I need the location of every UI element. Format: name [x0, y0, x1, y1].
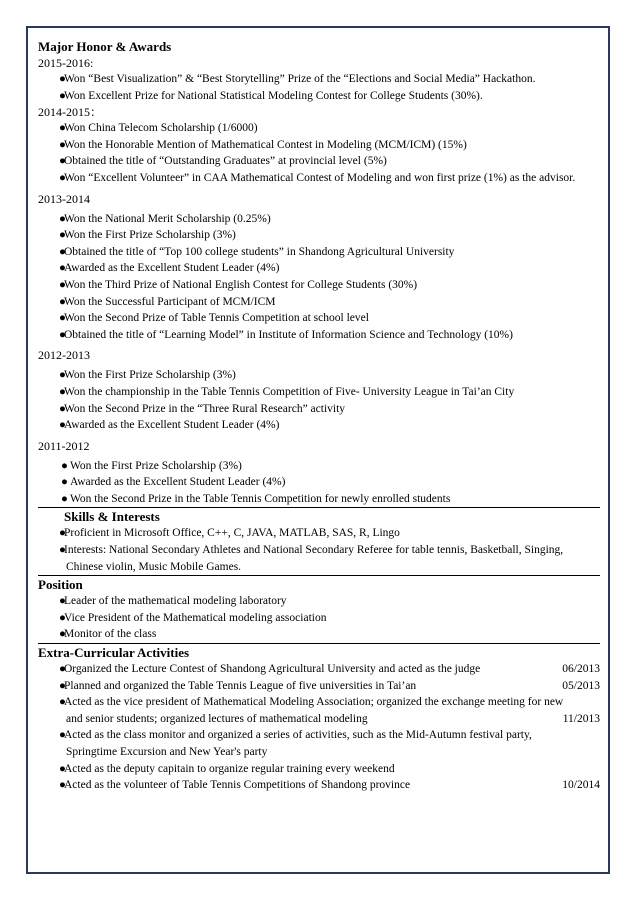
bullet-icon: ●	[59, 628, 66, 641]
list-item: ● Obtained the title of “Outstanding Graduates” at provincial level (5%)	[38, 153, 600, 170]
activity-date: 06/2013	[562, 663, 600, 676]
list-item: ● Won “Best Visualization” & “Best Storytelling” Prize of the “Elections and Social Media” Hackathon.	[38, 71, 600, 88]
list-item: ● Obtained the title of “Learning Model” in Institute of Information Science and Technology (10%)	[38, 327, 600, 344]
list-item: ● Won the First Prize Scholarship (3%)	[38, 227, 600, 244]
activity-item: ● Acted as the vice president of Mathematical Modeling Association; organized the exchange meeting for new	[38, 694, 600, 711]
list-item: ● Won the First Prize Scholarship (3%)	[38, 458, 600, 475]
activity-date: 11/2013	[562, 712, 600, 725]
bullet-icon: ●	[59, 402, 66, 415]
position-heading: Position	[38, 577, 83, 593]
list-item: ● Proficient in Microsoft Office, C++, C, JAVA, MATLAB, SAS, R, Lingo	[38, 525, 600, 542]
bullet-icon: ●	[59, 595, 66, 608]
bullet-icon: ●	[59, 262, 66, 275]
list-item: ● Leader of the mathematical modeling laboratory	[38, 593, 600, 610]
bullet-icon: ●	[61, 459, 68, 472]
bullet-icon: ●	[59, 278, 66, 291]
bullet-icon: ●	[59, 295, 66, 308]
activity-item-continuation: and senior students; organized lectures of mathematical modeling 11/2013	[38, 711, 600, 728]
bullet-icon: ●	[59, 779, 66, 792]
activity-item: ● Acted as the class monitor and organized a series of activities, such as the Mid-Autumn festival party,	[38, 727, 600, 744]
bullet-icon: ●	[59, 419, 66, 432]
year-label: 2014-2015：	[38, 105, 102, 120]
bullet-icon: ●	[59, 122, 66, 135]
list-item: ● Awarded as the Excellent Student Leader (4%)	[38, 474, 600, 491]
bullet-icon: ●	[59, 73, 66, 85]
bullet-icon: ●	[59, 229, 66, 242]
list-item: ● Won the First Prize Scholarship (3%)	[38, 367, 600, 384]
bullet-icon: ●	[59, 679, 66, 692]
bullet-icon: ●	[59, 245, 66, 258]
bullet-icon: ●	[59, 729, 66, 742]
list-item: ● Obtained the title of “Top 100 college students” in Shandong Agricultural University	[38, 244, 600, 261]
list-item: ● Awarded as the Excellent Student Leader (4%)	[38, 260, 600, 277]
list-item: ● Interests: National Secondary Athletes and National Secondary Referee for table tennis, Basketball, Singing,	[38, 542, 600, 559]
bullet-icon: ●	[59, 369, 66, 382]
bullet-icon: ●	[59, 696, 66, 709]
list-item: ● Won the championship in the Table Tennis Competition of Five- University League in Tai’an City	[38, 384, 600, 401]
activity-item: ● Acted as the volunteer of Table Tennis Competitions of Shandong province 10/2014	[38, 777, 600, 794]
bullet-icon: ●	[61, 476, 68, 489]
bullet-icon: ●	[59, 155, 66, 168]
bullet-icon: ●	[59, 312, 66, 325]
bullet-icon: ●	[61, 492, 68, 505]
bullet-icon: ●	[59, 527, 66, 540]
bullet-icon: ●	[59, 544, 66, 557]
list-item-continuation: Chinese violin, Music Mobile Games.	[66, 560, 242, 573]
list-item: ● Won the Second Prize in the Table Tennis Competition for newly enrolled students	[38, 491, 600, 508]
year-label: 2013-2014	[38, 191, 90, 206]
list-item: ● Won the National Merit Scholarship (0.25%)	[38, 211, 600, 228]
bullet-icon: ●	[59, 328, 66, 341]
year-label: 2012-2013	[38, 348, 90, 363]
year-label: 2015-2016:	[38, 56, 94, 70]
activity-date: 10/2014	[562, 779, 600, 792]
bullet-icon: ●	[59, 171, 66, 184]
list-item: ● Won the Second Prize in the “Three Rural Research” activity	[38, 401, 600, 418]
bullet-icon: ●	[59, 663, 66, 676]
resume-content	[38, 38, 600, 794]
bullet-icon: ●	[59, 385, 66, 398]
activities-heading: Extra-Curricular Activities	[38, 645, 190, 661]
bullet-icon: ●	[59, 89, 66, 102]
list-item: ● Won the Successful Participant of MCM/ICM	[38, 294, 600, 311]
skills-heading: Skills & Interests	[64, 509, 160, 525]
honors-heading: Major Honor & Awards	[38, 39, 172, 54]
list-item: ● Monitor of the class	[38, 626, 600, 643]
list-item: ● Won the Third Prize of National English Contest for College Students (30%)	[38, 277, 600, 294]
list-item: ● Won “Excellent Volunteer” in CAA Mathematical Contest of Modeling and won first prize (1%) as the advisor.	[38, 170, 600, 187]
activity-item: ● Planned and organized the Table Tennis League of five universities in Tai’an 05/2013	[38, 678, 600, 695]
activity-date: 05/2013	[562, 679, 600, 692]
list-item: ● Vice President of the Mathematical modeling association	[38, 610, 600, 627]
activity-item: ● Acted as the deputy capitain to organize regular training every weekend	[38, 761, 600, 778]
list-item: ● Won the Honorable Mention of Mathematical Contest in Modeling (MCM/ICM) (15%)	[38, 137, 600, 154]
bullet-icon: ●	[59, 611, 66, 624]
list-item: ● Won the Second Prize of Table Tennis Competition at school level	[38, 310, 600, 327]
year-label: 2011-2012	[38, 438, 90, 453]
bullet-icon: ●	[59, 762, 66, 775]
list-item: ● Won China Telecom Scholarship (1/6000)	[38, 120, 600, 137]
bullet-icon: ●	[59, 212, 66, 225]
bullet-icon: ●	[59, 138, 66, 151]
activity-item-continuation: Springtime Excursion and New Year's party	[66, 746, 268, 758]
list-item: ● Awarded as the Excellent Student Leader (4%)	[38, 417, 600, 434]
list-item: ● Won Excellent Prize for National Statistical Modeling Contest for College Students (30%).	[38, 88, 600, 105]
activity-item: ● Organized the Lecture Contest of Shandong Agricultural University and acted as the judge 06/2013	[38, 661, 600, 678]
